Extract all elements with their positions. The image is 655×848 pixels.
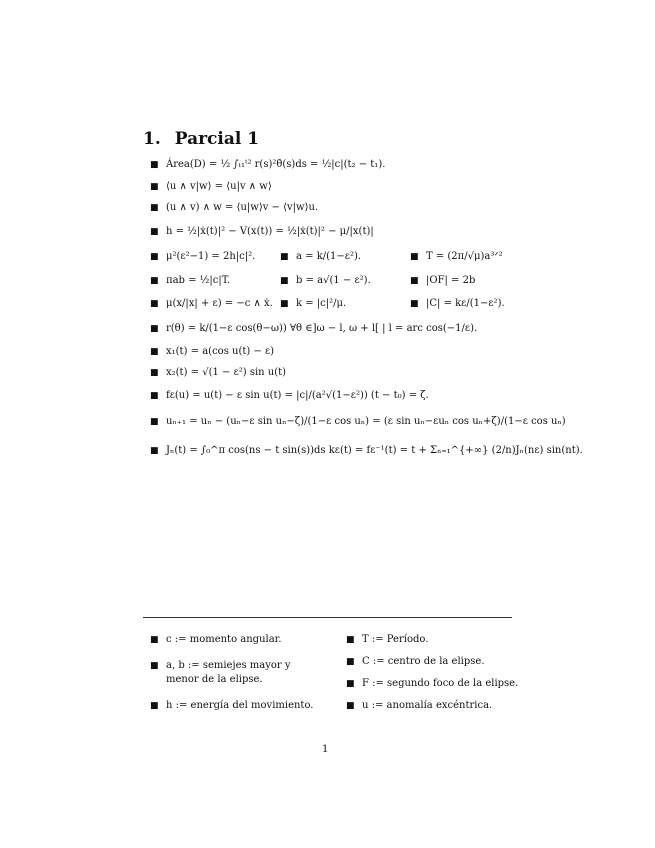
formula-cross-product: (u ∧ v) ∧ w = ⟨u|w⟩v − ⟨v|w⟩u. (166, 202, 319, 213)
formula-of: |OF| = 2b (426, 275, 476, 286)
formula-x1: x₁(t) = a(cos u(t) − ε) (166, 346, 275, 357)
section-title-text: Parcial 1 (174, 129, 260, 149)
formula-period: T = (2π/√μ)a³ᐟ² (426, 251, 503, 262)
formula-area: Área(D) = ½ ∫ₜ₁ᵗ² r(s)²θ̇(s)ds = ½|c|(t₂ − t₁). (166, 159, 386, 170)
formula-orbit: r(θ) = k/(1−ε cos(θ−ω)) ∀θ ∈]ω − l, ω + l[ | l = arc cos(−1/ε). (166, 323, 478, 334)
formula-kepler: fε(u) = u(t) − ε sin u(t) = |c|/(a²√(1−ε²)) (t − t₀) = ζ. (166, 390, 429, 401)
formula-bessel: Jₙ(t) = ∫₀^π cos(ns − t sin(s))ds kε(t) = fε⁻¹(t) = t + Σₙ₌₁^{+∞} (2/n)Jₙ(nε) sin(nt). (166, 445, 583, 456)
formula-k: k = |c|²/μ. (296, 298, 347, 309)
footnote-rule (143, 617, 512, 618)
formula-newton: uₙ₊₁ = uₙ − (uₙ−ε sin uₙ−ζ)/(1−ε cos uₙ) = (ε sin uₙ−εuₙ cos uₙ+ζ)/(1−ε cos uₙ) (166, 416, 566, 427)
section-number: 1. (143, 129, 161, 149)
page-number: 1 (322, 744, 329, 755)
formula-mu-eps: μ²(ε²−1) = 2h|c|². (166, 251, 256, 262)
formula-pi-ab: πab = ½|c|T. (166, 275, 231, 286)
formula-b: b = a√(1 − ε²). (296, 275, 371, 286)
formula-x2: x₂(t) = √(1 − ε²) sin u(t) (166, 367, 287, 378)
formula-a: a = k/(1−ε²). (296, 251, 362, 262)
formula-laplace: μ(x/|x| + ε) = −c ∧ ẋ. (166, 298, 273, 309)
section-title (143, 129, 259, 149)
formula-triple-product: ⟨u ∧ v|w⟩ = ⟨u|v ∧ w⟩ (166, 181, 272, 192)
formula-c-abs: |C| = kε/(1−ε²). (426, 298, 505, 309)
formula-energy: h = ½|ẋ(t)|² − V(x(t)) = ½|ẋ(t)|² − μ/|x(t)| (166, 226, 374, 237)
